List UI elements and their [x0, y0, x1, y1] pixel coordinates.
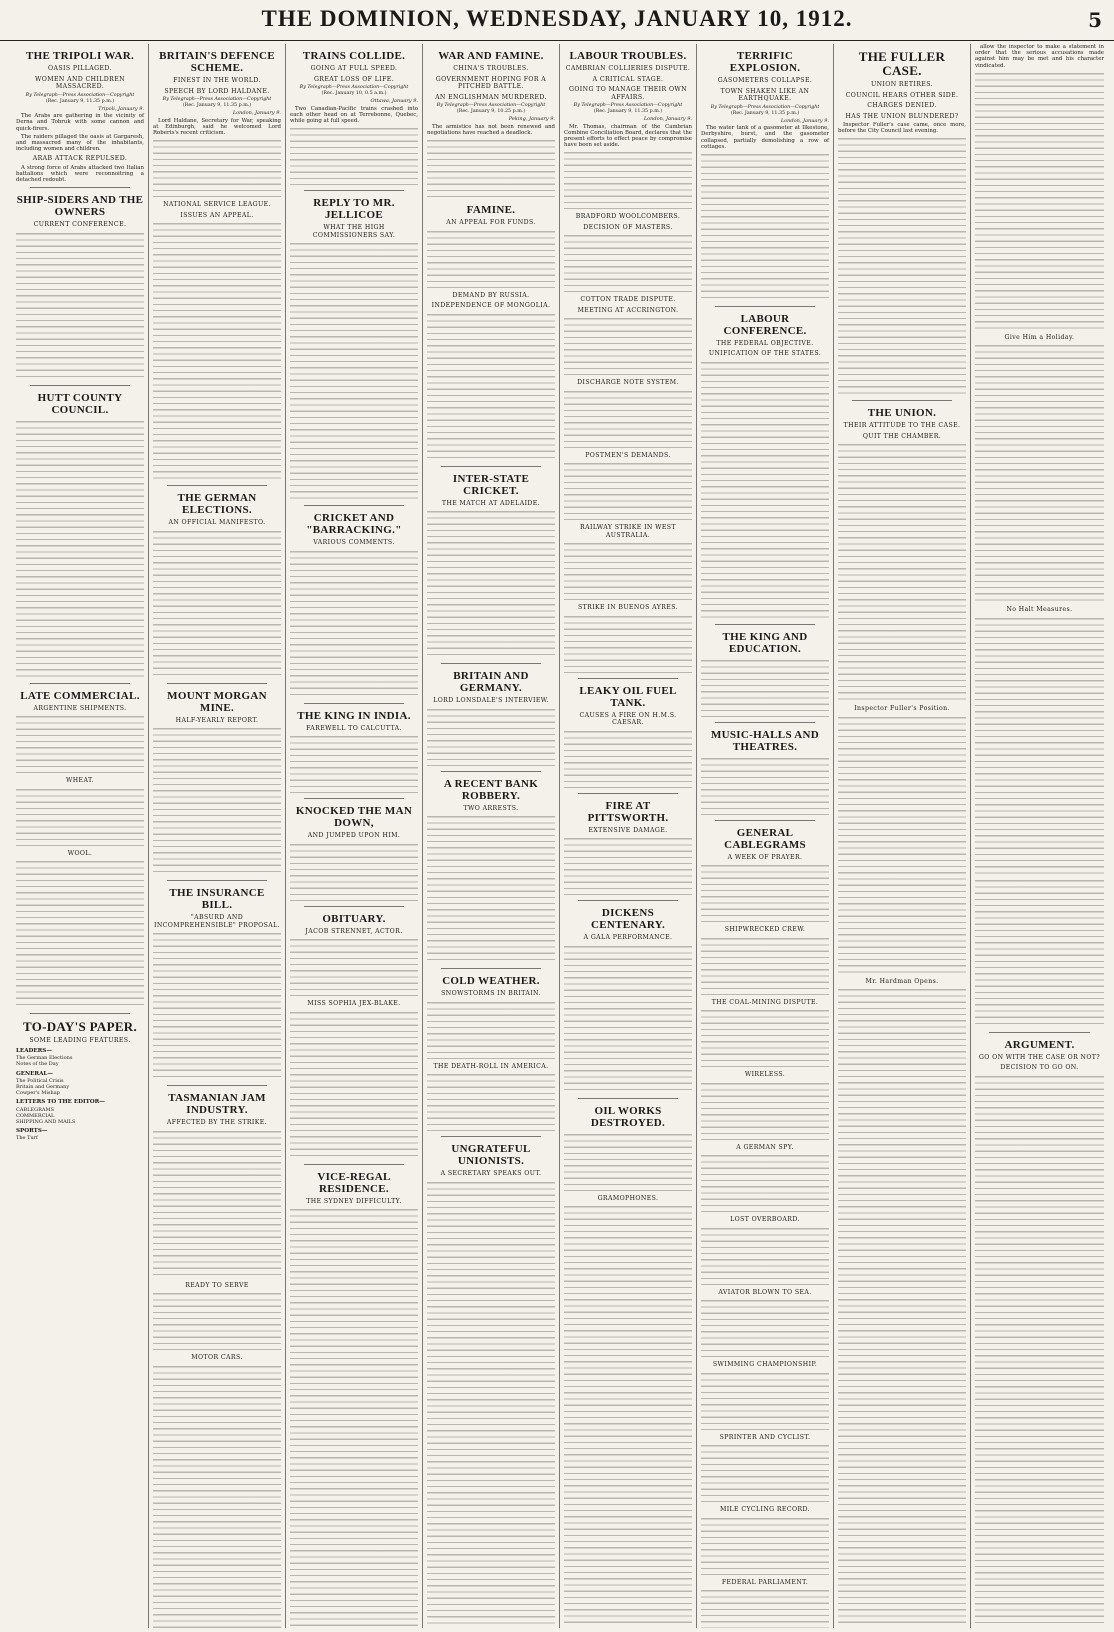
- body-text: [838, 987, 966, 1628]
- headline-late-commercial: LATE COMMERCIAL.: [20, 689, 140, 702]
- body-text: [701, 756, 829, 816]
- subhead: DECISION OF MASTERS.: [583, 223, 673, 231]
- paragraph: allow the inspector to make a statement in order that the serious accusations made against him may be met and his character vindicated.: [975, 44, 1104, 69]
- body-text: [701, 1588, 829, 1628]
- divider: [30, 683, 130, 684]
- body-text: [564, 1204, 692, 1628]
- toc-item: Notes of the Day: [16, 1061, 59, 1068]
- headline-fire-pittsworth: FIRE AT PITTSWORTH.: [587, 799, 669, 824]
- subhead: UNIFICATION OF THE STATES.: [708, 350, 822, 358]
- subhead: READY TO SERVE: [185, 1281, 249, 1289]
- body-text: [427, 1000, 555, 1060]
- divider: [167, 683, 267, 684]
- body-text: [564, 729, 692, 789]
- body-text: [564, 944, 692, 1094]
- headline-reply-to-jellicoe: REPLY TO MR. JELLICOE: [313, 197, 395, 222]
- divider: [578, 678, 678, 679]
- body-text: [564, 614, 692, 674]
- body-text: [427, 509, 555, 659]
- headline-tasmanian-jam: TASMANIAN JAM INDUSTRY.: [168, 1092, 266, 1117]
- subhead: ARAB ATTACK REPULSED.: [32, 155, 128, 163]
- toc-item: LETTERS TO THE EDITOR—: [16, 1099, 105, 1106]
- headline-knocked-man-down: KNOCKED THE MAN DOWN,: [295, 805, 413, 830]
- toc-item: SHIPPING AND MAILS: [16, 1118, 76, 1125]
- body-text: [427, 1180, 555, 1628]
- subhead: SPEECH BY LORD HALDANE.: [164, 87, 270, 95]
- subhead: SOME LEADING FEATURES.: [29, 1037, 131, 1045]
- subhead: LORD LONSDALE'S INTERVIEW.: [433, 697, 549, 705]
- subhead: THE COAL-MINING DISPUTE.: [711, 998, 819, 1006]
- headline-argument: ARGUMENT.: [1004, 1038, 1075, 1051]
- divider: [715, 820, 815, 821]
- subhead: GREAT LOSS OF LIFE.: [313, 75, 395, 83]
- subhead: DECISION TO GO ON.: [1000, 1064, 1079, 1072]
- body-text: [290, 241, 418, 501]
- subhead: STRIKE IN BUENOS AYRES.: [577, 604, 679, 612]
- headline-labour-conference: LABOUR CONFERENCE.: [723, 312, 807, 337]
- subhead: GOVERNMENT HOPING FOR A PITCHED BATTLE.: [435, 75, 547, 90]
- subhead: Give Him a Holiday.: [1004, 333, 1075, 341]
- headline-war-and-famine: WAR AND FAMINE.: [438, 50, 544, 62]
- subhead: DISCHARGE NOTE SYSTEM.: [577, 379, 679, 387]
- subhead: COUNCIL HEARS OTHER SIDE.: [845, 91, 959, 99]
- subhead: RAILWAY STRIKE IN WEST AUSTRALIA.: [580, 524, 676, 539]
- subhead: MISS SOPHIA JEX-BLAKE.: [307, 1000, 401, 1008]
- headline-ship-siders: SHIP-SIDERS AND THE OWNERS: [16, 194, 144, 219]
- subhead: COTTON TRADE DISPUTE.: [580, 296, 676, 304]
- divider: [304, 703, 404, 704]
- body-text: [427, 138, 555, 198]
- subhead: LOST OVERBOARD.: [730, 1216, 800, 1224]
- body-text: [427, 707, 555, 767]
- divider: [578, 1098, 678, 1099]
- headline-general-cablegrams: GENERAL CABLEGRAMS: [724, 826, 806, 851]
- received-line: (Rec. January 9, 11.35 p.m.): [182, 103, 252, 109]
- subhead: MILE CYCLING RECORD.: [719, 1506, 811, 1514]
- headline-trains-collide: TRAINS COLLIDE.: [302, 50, 406, 62]
- divider: [304, 1164, 404, 1165]
- body-text: [701, 1443, 829, 1503]
- body-text: [16, 231, 144, 381]
- subhead: GASOMETERS COLLAPSE.: [717, 77, 813, 84]
- divider: [989, 1032, 1090, 1033]
- credit-line: By Telegraph—Press Association—Copyright: [25, 92, 135, 98]
- toc-item: CABLEGRAMS: [16, 1106, 54, 1113]
- body-text: [564, 150, 692, 210]
- divider: [304, 906, 404, 907]
- subhead: AND JUMPED UPON HIM.: [307, 832, 401, 840]
- subhead: WOOL.: [67, 849, 93, 857]
- divider: [167, 1085, 267, 1086]
- received-line: (Rec. January 9, 11.35 p.m.): [45, 98, 115, 104]
- subhead: SPRINTER AND CYCLIST.: [719, 1433, 811, 1441]
- toc-item: The Political Crisis: [16, 1077, 64, 1084]
- subhead: CAMBRIAN COLLIERIES DISPUTE.: [565, 65, 691, 72]
- subhead: POSTMEN'S DEMANDS.: [585, 451, 671, 459]
- body-text: [701, 1081, 829, 1141]
- body-text: [290, 1010, 418, 1160]
- paragraph: The Arabs are gathering in the vicinity of Derna and Tobruk with some cannon and quick-firers.: [16, 113, 144, 132]
- subhead: HAS THE UNION BLUNDERED?: [845, 112, 959, 120]
- body-text: [153, 221, 281, 481]
- headline-famine: FAMINE.: [466, 204, 516, 217]
- subhead: THE DEATH-ROLL IN AMERICA.: [433, 1062, 549, 1070]
- divider: [30, 187, 130, 188]
- divider: [715, 306, 815, 307]
- subhead: AFFECTED BY THE STRIKE.: [166, 1119, 268, 1127]
- body-text: [975, 1074, 1104, 1628]
- subhead: Inspector Fuller's Position.: [854, 705, 950, 713]
- divider: [578, 793, 678, 794]
- subhead: SWIMMING CHAMPIONSHIP.: [712, 1361, 818, 1369]
- subhead: SNOWSTORMS IN BRITAIN.: [441, 990, 541, 998]
- headline-fuller-case: THE FULLER CASE.: [858, 49, 946, 78]
- divider: [441, 663, 541, 664]
- body-text: [564, 1132, 692, 1192]
- body-text: [16, 419, 144, 679]
- toc-item: Cowper's Mishap: [16, 1090, 60, 1097]
- divider: [30, 385, 130, 386]
- subhead: THE MATCH AT ADELAIDE.: [441, 499, 541, 507]
- divider: [304, 505, 404, 506]
- divider: [441, 1136, 541, 1137]
- headline-terrific-explosion: TERRIFIC EXPLOSION.: [729, 50, 801, 74]
- body-text: [701, 936, 829, 996]
- subhead: JACOB STRENNET, ACTOR.: [305, 927, 403, 935]
- divider: [441, 466, 541, 467]
- subhead: FINEST IN THE WORLD.: [173, 77, 261, 84]
- body-text: [290, 937, 418, 997]
- credit-line: By Telegraph—Press Association—Copyright: [573, 103, 683, 108]
- columns: [12, 44, 1108, 1628]
- body-text: [427, 312, 555, 462]
- subhead: AN OFFICIAL MANIFESTO.: [168, 519, 266, 527]
- dateline: London, January 9.: [232, 110, 281, 117]
- dateline: Ottawa, January 9.: [370, 98, 418, 105]
- column-2: [149, 44, 286, 1628]
- body-text: [701, 1516, 829, 1576]
- body-text: [564, 316, 692, 376]
- subhead: MEETING AT ACCRINGTON.: [577, 306, 679, 314]
- body-text: [701, 658, 829, 718]
- newspaper-title: THE DOMINION, WEDNESDAY, JANUARY 10, 1912.: [261, 6, 853, 31]
- subhead: GOING AT FULL SPEED.: [310, 65, 398, 72]
- body-text: [701, 1298, 829, 1358]
- body-text: [701, 152, 829, 302]
- body-text: [975, 343, 1104, 603]
- toc-item: SPORTS—: [16, 1128, 48, 1135]
- subhead: GO ON WITH THE CASE OR NOT?: [978, 1053, 1101, 1061]
- subhead: CURRENT CONFERENCE.: [33, 221, 127, 229]
- toc-item: Britain and Germany: [16, 1083, 70, 1090]
- received-line: (Rec. January 9, 11.35 p.m.): [730, 110, 800, 116]
- subhead: THEIR ATTITUDE TO THE CASE.: [843, 422, 961, 430]
- subhead: A GERMAN SPY.: [736, 1143, 794, 1151]
- subhead: ISSUES AN APPEAL.: [180, 211, 254, 219]
- subhead: THE FEDERAL OBJECTIVE.: [716, 339, 814, 347]
- subhead: OASIS PILLAGED.: [48, 65, 112, 72]
- subhead: TOWN SHAKEN LIKE AN EARTHQUAKE.: [720, 87, 810, 102]
- body-text: [153, 138, 281, 198]
- body-text: [701, 1371, 829, 1431]
- body-text: [975, 616, 1104, 876]
- subhead: AN APPEAL FOR FUNDS.: [446, 219, 536, 227]
- masthead: [0, 0, 1114, 41]
- headline-tripoli-war: THE TRIPOLI WAR.: [25, 50, 134, 62]
- headline-ungrateful-unionists: UNGRATEFUL UNIONISTS.: [451, 1143, 531, 1168]
- column-5: [560, 44, 697, 1628]
- divider: [441, 968, 541, 969]
- body-text: [427, 229, 555, 289]
- column-7: [834, 44, 971, 1628]
- subhead: THE SYDNEY DIFFICULTY.: [306, 1197, 402, 1205]
- body-text: [975, 71, 1104, 331]
- divider: [578, 900, 678, 901]
- body-text: [701, 1008, 829, 1068]
- received-line: (Rec. January 9, 11.35 p.m.): [593, 109, 663, 115]
- subhead: WOMEN AND CHILDREN MASSACRED.: [35, 75, 125, 90]
- paragraph: A strong force of Arabs attacked two Italian battalions which were reconnoitring a detached redoubt.: [16, 164, 144, 184]
- toc-item: COMMERCIAL: [16, 1112, 55, 1119]
- credit-line: By Telegraph—Press Association—Copyright: [710, 104, 820, 110]
- headline-the-union: THE UNION.: [867, 407, 937, 420]
- body-text: [975, 878, 1104, 1028]
- body-text: [16, 787, 144, 847]
- body-text: [290, 126, 418, 186]
- received-line: (Rec. January 10, 0.5 a.m.): [321, 91, 387, 97]
- headline-leaky-oil-tank: LEAKY OIL FUEL TANK.: [579, 684, 677, 709]
- subhead: VARIOUS COMMENTS.: [313, 539, 395, 547]
- headline-music-halls: MUSIC-HALLS AND THEATRES.: [710, 728, 820, 753]
- divider: [167, 880, 267, 881]
- subhead: A SECRETARY SPEAKS OUT.: [440, 1170, 542, 1178]
- column-3: [286, 44, 423, 1628]
- paragraph: Lord Haldane, Secretary for War, speaking at Edinburgh, said he welcomed Lord Roberts's recent criticism.: [153, 117, 281, 137]
- body-text: [290, 1207, 418, 1628]
- headline-britain-germany: BRITAIN AND GERMANY.: [453, 670, 529, 695]
- body-text: [153, 1291, 281, 1351]
- page-number: 5: [1088, 8, 1102, 32]
- body-text: [564, 541, 692, 601]
- headline-britains-defence: BRITAIN'S DEFENCE SCHEME.: [159, 50, 275, 74]
- subhead: CAUSES A FIRE ON H.M.S. CAESAR.: [579, 711, 677, 727]
- body-text: [564, 389, 692, 449]
- divider: [715, 722, 815, 723]
- subhead: MOTOR CARS.: [191, 1354, 243, 1362]
- body-text: [153, 726, 281, 876]
- body-text: [427, 1072, 555, 1132]
- paragraph: The water tank of a gasometer at Ilkestone, Derbyshire, burst, and the gasometer collapsed, partially demolishing a row of cottages.: [701, 125, 829, 150]
- subhead: GRAMOPHONES.: [597, 1194, 659, 1202]
- subhead: FAREWELL TO CALCUTTA.: [306, 724, 402, 732]
- divider: [167, 485, 267, 486]
- subhead: WIRELESS.: [744, 1071, 786, 1079]
- credit-line: By Telegraph—Press Association—Copyright: [436, 103, 546, 108]
- toc-item: GENERAL—: [16, 1070, 53, 1077]
- divider: [441, 771, 541, 772]
- headline-insurance-bill: THE INSURANCE BILL.: [169, 887, 265, 912]
- toc-item: The Turf: [16, 1135, 38, 1142]
- body-text: [838, 136, 966, 396]
- subhead: No Halt Measures.: [1006, 606, 1073, 614]
- body-text: [427, 814, 555, 964]
- paragraph: Mr. Thomas, chairman of the Cambrian Combine Conciliation Board, declares that the present efforts to effect peace by compromise have been set aside.: [564, 123, 692, 149]
- body-text: [701, 1226, 829, 1286]
- body-text: [701, 863, 829, 923]
- body-text: [16, 859, 144, 1009]
- headline-dickens-centenary: DICKENS CENTENARY.: [590, 907, 666, 932]
- subhead: TWO ARRESTS.: [463, 804, 519, 812]
- subhead: CHINA'S TROUBLES.: [453, 65, 529, 72]
- body-text: [153, 1364, 281, 1628]
- body-text: [290, 549, 418, 699]
- body-text: [153, 1129, 281, 1279]
- subhead: FEDERAL PARLIAMENT.: [721, 1578, 809, 1586]
- subhead: ARGENTINE SHIPMENTS.: [33, 704, 127, 712]
- body-text: [153, 931, 281, 1081]
- headline-labour-troubles: LABOUR TROUBLES.: [569, 50, 687, 62]
- contents-list: [16, 1048, 144, 1142]
- subhead: WHEAT.: [66, 777, 94, 785]
- headline-hutt-county: HUTT COUNTY COUNCIL.: [37, 391, 123, 416]
- subhead: EXTENSIVE DAMAGE.: [588, 826, 668, 834]
- paragraph: Two Canadian-Pacific trains crashed into each other head on at Terrebonne, Quebec, while going at full speed.: [290, 105, 418, 125]
- column-4: [423, 44, 560, 1628]
- column-6: [697, 44, 834, 1628]
- received-line: (Rec. January 9, 10.25 p.m.): [456, 109, 526, 115]
- toc-item: The German Elections: [16, 1055, 73, 1062]
- subhead: SHIPWRECKED CREW.: [724, 926, 806, 934]
- subhead: GOING TO MANAGE THEIR OWN AFFAIRS.: [568, 86, 688, 101]
- headline-german-elections: THE GERMAN ELECTIONS.: [177, 492, 257, 517]
- paragraph: The raiders pillaged the oasis at Gargaresh, and massacred many of the inhabitants, including women and children.: [16, 133, 144, 153]
- subhead: A WEEK OF PRAYER.: [727, 853, 803, 861]
- dateline: Peking, January 9.: [508, 116, 555, 123]
- headline-cold-weather: COLD WEATHER.: [442, 975, 540, 988]
- subhead: BRADFORD WOOLCOMBERS.: [575, 213, 681, 221]
- subhead: "ABSURD AND INCOMPREHENSIBLE" PROPOSAL.: [153, 914, 281, 929]
- body-text: [701, 360, 829, 620]
- subhead: UNION RETIRES.: [870, 81, 934, 88]
- divider: [715, 624, 815, 625]
- subhead: DEMAND BY RUSSIA.: [452, 291, 530, 299]
- dateline: London, January 9.: [643, 116, 692, 123]
- subhead: A GALA PERFORMANCE.: [583, 934, 673, 942]
- divider: [852, 400, 952, 401]
- headline-king-in-india: THE KING IN INDIA.: [297, 709, 411, 722]
- subhead: NATIONAL SERVICE LEAGUE.: [163, 201, 271, 209]
- body-text: [153, 529, 281, 679]
- toc-item: LEADERS—: [16, 1047, 52, 1054]
- body-text: [564, 461, 692, 521]
- headline-bank-robbery: A RECENT BANK ROBBERY.: [443, 777, 539, 802]
- subhead: INDEPENDENCE OF MONGOLIA.: [431, 302, 551, 310]
- subhead: A CRITICAL STAGE.: [592, 75, 664, 83]
- divider: [304, 190, 404, 191]
- subhead: HALF-YEARLY REPORT.: [175, 716, 259, 724]
- body-text: [564, 836, 692, 896]
- body-text: [701, 1153, 829, 1213]
- subhead: Mr. Hardman Opens.: [865, 977, 939, 985]
- subhead: AN ENGLISHMAN MURDERED.: [435, 93, 547, 101]
- divider: [304, 798, 404, 799]
- subhead: WHAT THE HIGH COMMISSIONERS SAY.: [312, 224, 396, 239]
- credit-line: By Telegraph—Press Association—Copyright: [162, 97, 272, 102]
- body-text: [564, 233, 692, 293]
- column-1: [12, 44, 149, 1628]
- headline-oil-works: OIL WORKS DESTROYED.: [590, 1104, 666, 1129]
- paragraph: Inspector Fuller's case came, once more, before the City Council last evening.: [838, 122, 966, 135]
- paragraph: The armistice has not been renewed and negotiations have reached a deadlock.: [427, 123, 555, 136]
- headline-todays-paper: TO-DAY'S PAPER.: [22, 1019, 138, 1035]
- headline-king-and-education: THE KING AND EDUCATION.: [722, 630, 808, 655]
- body-text: [838, 715, 966, 975]
- body-text: [290, 734, 418, 794]
- body-text: [290, 842, 418, 902]
- subhead: CHARGES DENIED.: [867, 102, 937, 109]
- body-text: [16, 714, 144, 774]
- headline-obituary: OBITUARY.: [322, 912, 386, 925]
- subhead: AVIATOR BLOWN TO SEA.: [718, 1288, 812, 1296]
- credit-line: By Telegraph—Press Association—Copyright: [299, 85, 409, 90]
- headline-cricket-barracking: CRICKET AND "BARRACKING.": [306, 512, 402, 537]
- divider: [30, 1013, 130, 1014]
- subhead: QUIT THE CHAMBER.: [862, 432, 942, 440]
- dateline: Tripoli, January 9.: [98, 105, 144, 112]
- headline-mount-morgan: MOUNT MORGAN MINE.: [167, 689, 267, 714]
- body-text: [838, 442, 966, 702]
- headline-inter-state-cricket: INTER-STATE CRICKET.: [452, 472, 530, 497]
- headline-vice-regal: VICE-REGAL RESIDENCE.: [317, 1170, 391, 1195]
- dateline: London, January 9.: [780, 117, 829, 124]
- column-8: [971, 44, 1108, 1628]
